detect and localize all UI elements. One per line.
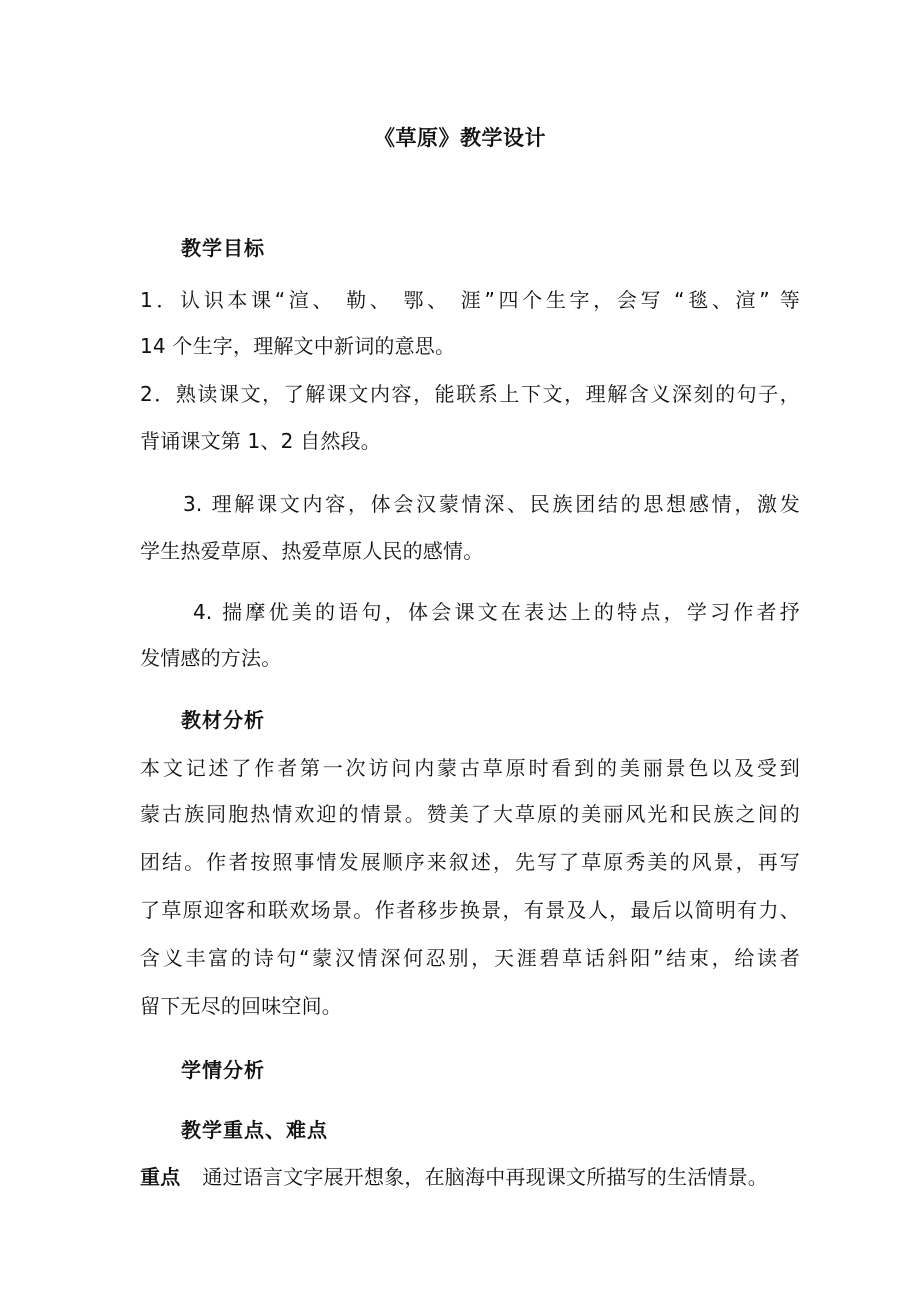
objective-3-line-1: 3. 理解课文内容，体会汉蒙情深、民族团结的思想感情，激发 <box>183 492 800 516</box>
objective-2-line-2: 背诵课文第 1、2 自然段。 <box>140 429 381 453</box>
objective-1-line-2: 14 个生字，理解文中新词的意思。 <box>140 334 456 358</box>
material-line-5: 含义丰富的诗句“蒙汉情深何忍别，天涯碧草话斜阳”结束，给读者 <box>140 946 800 970</box>
key-point-text: 通过语言文字展开想象，在脑海中再现课文所描写的生活情景。 <box>202 1165 769 1189</box>
document-title: 《草原》教学设计 <box>374 126 546 150</box>
heading-objectives: 教学目标 <box>181 236 265 260</box>
material-line-1: 本文记述了作者第一次访问内蒙古草原时看到的美丽景色以及受到 <box>140 756 800 780</box>
objective-1-line-1: 1．认识本课“渲、 勒、 鄂、 涯”四个生字，会写 “毯、渲” 等 <box>140 288 800 312</box>
material-line-3: 团结。作者按照事情发展顺序来叙述，先写了草原秀美的风景，再写 <box>140 850 800 874</box>
heading-key-points: 教学重点、难点 <box>181 1118 328 1142</box>
objective-2-line-1: 2．熟读课文，了解课文内容，能联系上下文，理解含义深刻的句子， <box>140 382 800 406</box>
heading-material-analysis: 教材分析 <box>181 708 265 732</box>
material-line-4: 了草原迎客和联欢场景。作者移步换景，有景及人，最后以简明有力、 <box>140 898 800 922</box>
key-point-row <box>140 1161 800 1190</box>
material-line-6: 留下无尽的回味空间。 <box>140 994 342 1018</box>
objective-4-line-2: 发情感的方法。 <box>140 646 282 670</box>
objective-3-line-2: 学生热爱草原、热爱草原人民的感情。 <box>140 539 484 563</box>
heading-student-analysis: 学情分析 <box>181 1058 265 1082</box>
key-point-label: 重点 <box>140 1165 181 1189</box>
material-line-2: 蒙古族同胞热情欢迎的情景。赞美了大草原的美丽风光和民族之间的 <box>140 802 800 826</box>
objective-4-line-1: 4. 揣摩优美的语句，体会课文在表达上的特点，学习作者抒 <box>193 600 800 624</box>
